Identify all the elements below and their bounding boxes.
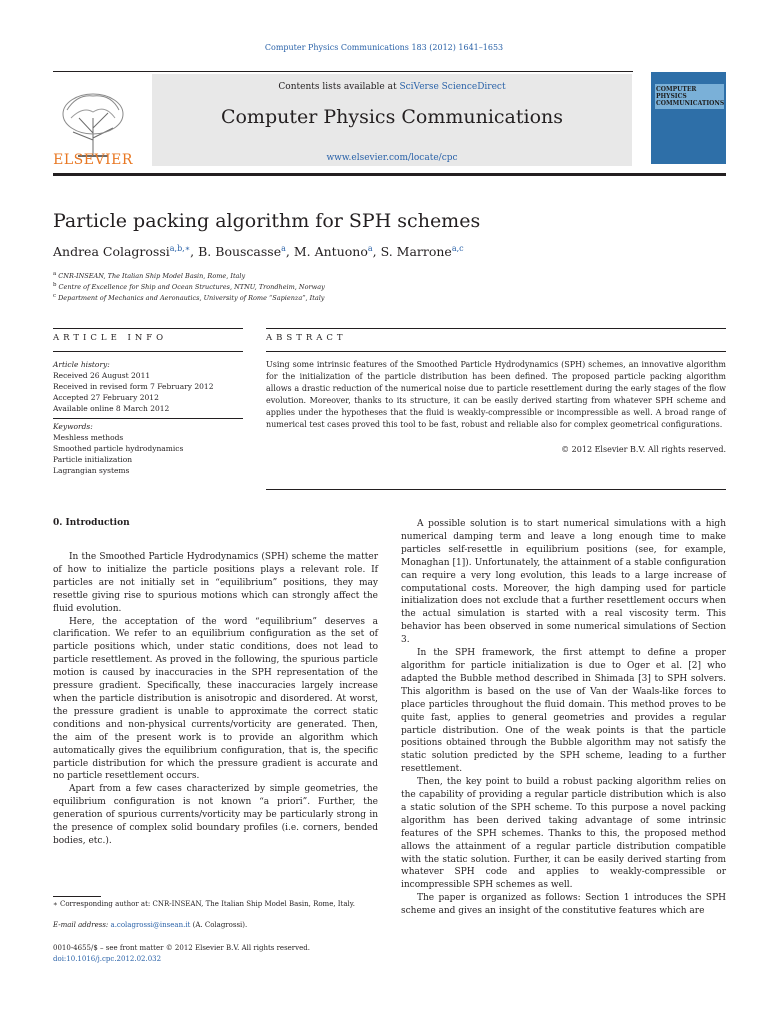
affiliation xyxy=(53,293,324,302)
affiliation-mark: a xyxy=(53,271,57,277)
abstract-bottom-rule xyxy=(266,489,726,490)
author-name: S. Marrone xyxy=(380,244,452,260)
affiliation xyxy=(53,271,245,280)
keyword: Particle initialization xyxy=(53,455,133,464)
author-name: B. Bouscasse xyxy=(198,244,282,260)
abstract-text: Using some intrinsic features of the Smoothed Particle Hydrodynamics (SPH) schemes, an innovative algorithm for the initialization of the particle distribution has been defined. The proposed particle packing algorithm allows a drastic reduction of the numerical noise due to particle resettlement during the early stages of the flow evolution. Moreover, thanks to its structure, it can be easily derived starting from whatever SPH scheme and applies under the hypotheses that the fluid is weakly-compressible or incompressible as well. A broad range of numerical test cases proved this tool to be fast, robust and reliable also for complex geometrical configurations. xyxy=(266,360,726,429)
author-name: M. Antuono xyxy=(293,244,368,260)
left-column xyxy=(53,551,378,848)
author-affil-mark[interactable]: a xyxy=(367,244,373,253)
history-label: Article history: xyxy=(53,360,110,369)
contents-prefix: Contents lists available at xyxy=(278,82,400,92)
keywords-label: Keywords: xyxy=(53,422,93,431)
email-footnote xyxy=(53,921,378,929)
body-paragraph: The paper is organized as follows: Section 1 introduces the SPH scheme and gives an insight of the constitutive features which are xyxy=(401,893,726,917)
footnote-rule xyxy=(53,896,101,897)
email-label: E-mail address: xyxy=(53,921,111,929)
article-info xyxy=(53,359,243,476)
author-list xyxy=(53,244,464,259)
author-affil-mark[interactable]: a,b,∗ xyxy=(169,244,191,253)
body-paragraph: In the Smoothed Particle Hydrodynamics (SPH) scheme the matter of how to initialize the particle positions plays a relevant role. If particles are not initially set in “equilibrium” positions, they may resettle giving rise to spurious motions which can strongly affect the fluid evolution. xyxy=(53,552,378,614)
journal-url-link[interactable]: www.elsevier.com/locate/cpc xyxy=(326,153,458,163)
paper-title: Particle packing algorithm for SPH schemes xyxy=(53,210,481,232)
article-info-heading: ARTICLE INFO xyxy=(53,333,168,343)
author-separator: , xyxy=(372,244,381,260)
history-item: Available online 8 March 2012 xyxy=(53,404,170,413)
sciencedirect-link[interactable]: SciVerse ScienceDirect xyxy=(399,82,506,92)
issn-line: 0010-4655/$ – see front matter © 2012 Elsevier B.V. All rights reserved. xyxy=(53,944,310,952)
email-link[interactable]: a.colagrossi@insean.it xyxy=(110,921,191,929)
info-rule xyxy=(53,351,243,352)
author-separator: , xyxy=(285,244,294,260)
author-affil-mark[interactable]: a,c xyxy=(451,244,464,253)
email-suffix: (A. Colagrossi). xyxy=(190,921,248,929)
keyword: Meshless methods xyxy=(53,433,124,442)
history-item: Received 26 August 2011 xyxy=(53,371,151,380)
affiliation-mark: b xyxy=(53,282,57,288)
elsevier-wordmark: ELSEVIER xyxy=(53,152,133,168)
keyword: Smoothed particle hydrodynamics xyxy=(53,444,184,453)
contents-line xyxy=(152,82,632,92)
body-paragraph: Then, the key point to build a robust packing algorithm relies on the capability of providing a regular particle distribution which is also a static solution of the SPH scheme. To this purpose a novel packing algorithm has been derived taking advantage of some intrinsic features of the SPH schemes. Thanks to this, the proposed method allows the attainment of a regular particle distribution compatible with the static solution. Further, it can be easily derived starting from whatever SPH code and applies to weakly-compressible or incompressible SPH schemes as well. xyxy=(401,777,726,891)
affiliation-text: CNR-INSEAN, The Italian Ship Model Basin, Rome, Italy xyxy=(56,272,246,281)
affiliation-text: Centre of Excellence for Ship and Ocean Structures, NTNU, Trondheim, Norway xyxy=(56,283,325,292)
masthead-rule xyxy=(53,173,726,176)
cover-title: COMPUTER PHYSICS COMMUNICATIONS xyxy=(656,86,725,107)
doi-link[interactable]: doi:10.1016/j.cpc.2012.02.032 xyxy=(53,955,162,963)
section-heading: 0. Introduction xyxy=(53,518,130,528)
top-rule xyxy=(53,71,633,72)
keyword: Lagrangian systems xyxy=(53,466,130,475)
abstract-top-rule xyxy=(266,328,726,329)
abstract-heading: ABSTRACT xyxy=(266,333,347,343)
author-name: Andrea Colagrossi xyxy=(53,244,170,260)
info-divider xyxy=(53,418,243,419)
body-paragraph: Here, the acceptation of the word “equilibrium” deserves a clarification. We refer to an equilibrium configuration as the set of particle positions which, under static conditions, does not lead to particle resettlement. As proved in the following, the spurious particle motion is caused by inaccuracies in the SPH representation of the pressure gradient. Specifically, these inaccuracies largely increase when the particle distribution is anisotropic and disordered. At worst, the pressure gradient is unable to approximate the correct static conditions and non-physical currents/vorticity are generated. Then, the aim of the present work is to provide an algorithm which automatically gives the equilibrium configuration, that is, the specific particle distribution for which the pressure gradient is accurate and no particle resettlement occurs. xyxy=(53,616,378,782)
affiliation xyxy=(53,282,325,291)
history-item: Received in revised form 7 February 2012 xyxy=(53,382,214,391)
right-column xyxy=(401,518,726,918)
info-top-rule xyxy=(53,328,243,329)
affiliation-text: Department of Mechanics and Aeronautics, University of Rome “Sapienza”, Italy xyxy=(56,294,325,303)
author-separator: , xyxy=(190,244,199,260)
author-affil-mark[interactable]: a xyxy=(281,244,286,253)
body-paragraph: In the SPH framework, the first attempt to define a proper algorithm for particle initialization is due to Oger et al. [2] who adapted the Bubble method described in Shimada [3] to SPH solvers. This algorithm is based on the use of Van der Waals-like forces to place particles throughout the fluid domain. This method proves to be quite fast, applies to general geometries and provides a regular particle distribution. One of the weak points is that the particle positions obtained through the Bubble algorithm may not satisfy the static solution predicted by the SPH scheme, leading to a further resettlement. xyxy=(401,648,726,775)
body-paragraph: Apart from a few cases characterized by simple geometries, the equilibrium configuration is not known “a priori”. Further, the generation of spurious currents/vorticity may be particularly strong in the presence of complex solid boundary profiles (i.e. corners, bended bodies, etc.). xyxy=(53,784,378,846)
body-paragraph: A possible solution is to start numerical simulations with a high numerical damping term and leave a long enough time to make particles self-resettle in equilibrium positions (see, for example, Monaghan [1]). Unfortunately, the attainment of a stable configuration can require a very long evolution, this leads to a large increase of computational costs. Moreover, the high damping used for particle initialization does not exclude that a further resettlement occurs when the actual simulation is started with a real viscosity term. This behavior has been observed in some numerical simulations of Section 3. xyxy=(401,519,726,646)
corresponding-author-footnote: ∗ Corresponding author at: CNR-INSEAN, The Italian Ship Model Basin, Rome, Italy. xyxy=(53,900,356,908)
journal-title: Computer Physics Communications xyxy=(220,106,564,128)
affiliation-mark: c xyxy=(53,293,57,299)
copyright: © 2012 Elsevier B.V. All rights reserved. xyxy=(561,445,726,454)
keyword-list xyxy=(53,432,243,476)
history-item: Accepted 27 February 2012 xyxy=(53,393,159,402)
abstract-rule xyxy=(266,351,726,352)
journal-citation[interactable]: Computer Physics Communications 183 (2012) 1641–1653 xyxy=(264,43,504,52)
history-list xyxy=(53,370,243,414)
